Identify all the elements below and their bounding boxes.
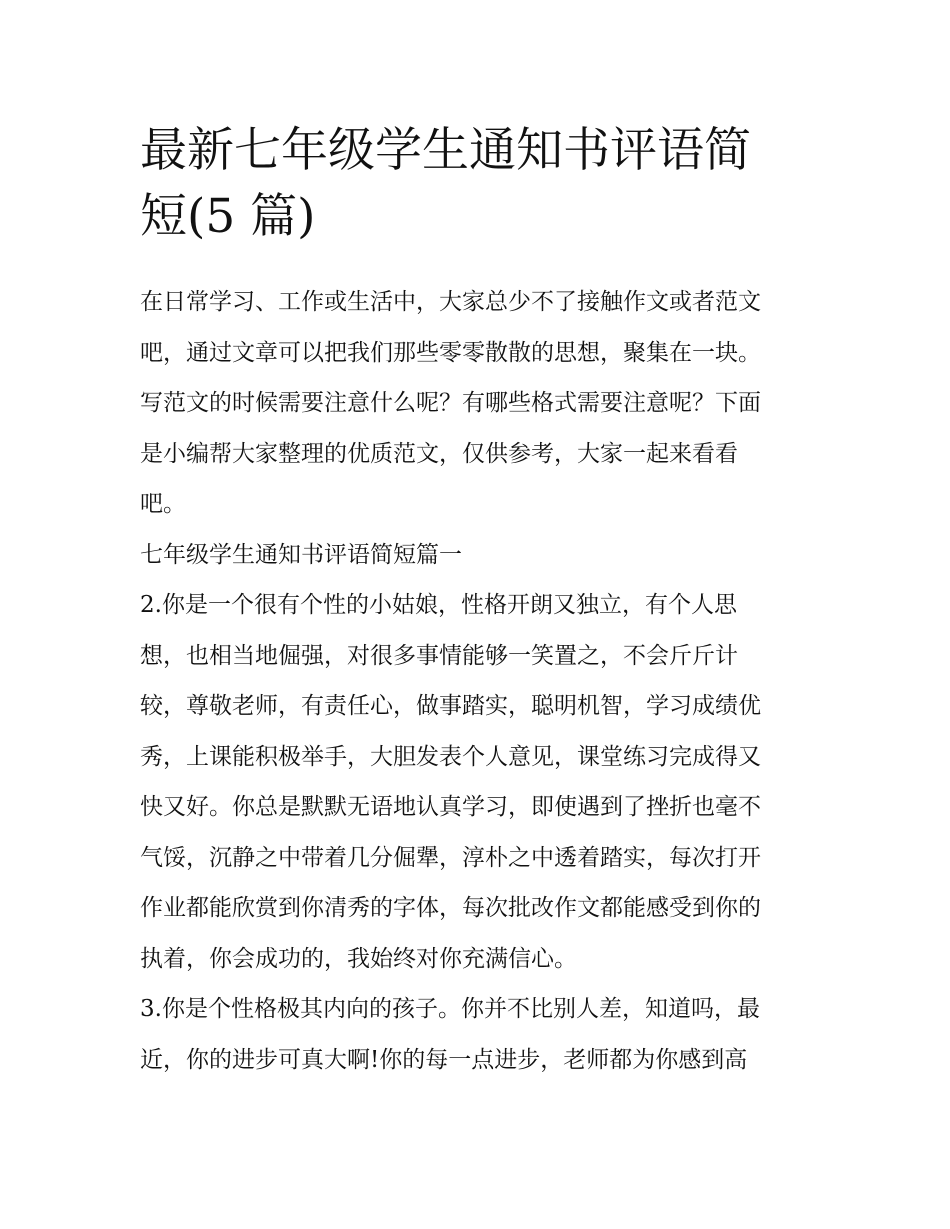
intro-paragraph: [140, 277, 820, 530]
intro-line-1: 在日常学习、工作或生活中，大家总少不了接触作文或者范文: [140, 289, 761, 315]
comment-item-2-line-1: 2.你是一个很有个性的小姑娘，性格开朗又独立，有个人思: [140, 592, 737, 618]
document-content: [140, 118, 820, 1085]
section-heading: 七年级学生通知书评语简短篇一: [140, 541, 462, 568]
comment-item-2-line-2: 想，也相当地倔强，对很多事情能够一笑置之，不会斤斤计: [140, 642, 738, 669]
intro-line-4: 是小编帮大家整理的优质范文，仅供参考，大家一起来看看: [140, 440, 738, 467]
comment-item-2-line-5: 快又好。你总是默默无语地认真学习，即使遇到了挫折也毫不: [140, 794, 761, 820]
comment-item-2: [140, 580, 820, 984]
comment-item-2-line-3: 较，尊敬老师，有责任心，做事踏实，聪明机智，学习成绩优: [140, 693, 761, 719]
page-title: [140, 118, 820, 250]
comment-item-2-line-6: 气馁，沉静之中带着几分倔犟，淳朴之中透着踏实，每次打开: [140, 844, 761, 871]
intro-line-2: 吧，通过文章可以把我们那些零零散散的思想，聚集在一块。: [140, 339, 761, 366]
comment-item-2-line-4: 秀，上课能积极举手，大胆发表个人意见，课堂练习完成得又: [140, 743, 761, 770]
comment-item-3-line-1: 3.你是个性格极其内向的孩子。你并不比别人差，知道吗，最: [140, 996, 760, 1022]
comment-item-3: [140, 984, 820, 1085]
title-line-1: 最新七年级学生通知书评语简: [140, 123, 751, 178]
intro-line-5: 吧。: [140, 491, 186, 517]
comment-item-3-line-2: 近，你的进步可真大啊!你的每一点进步，老师都为你感到高: [140, 1046, 748, 1073]
title-line-2: 短(5 篇): [140, 189, 316, 244]
intro-line-3: 写范文的时候需要注意什么呢？有哪些格式需要注意呢？下面: [140, 390, 761, 416]
comment-item-2-line-7: 作业都能欣赏到你清秀的字体，每次批改作文都能感受到你的: [140, 895, 761, 921]
comment-item-2-line-8: 执着，你会成功的，我始终对你充满信心。: [140, 945, 577, 972]
